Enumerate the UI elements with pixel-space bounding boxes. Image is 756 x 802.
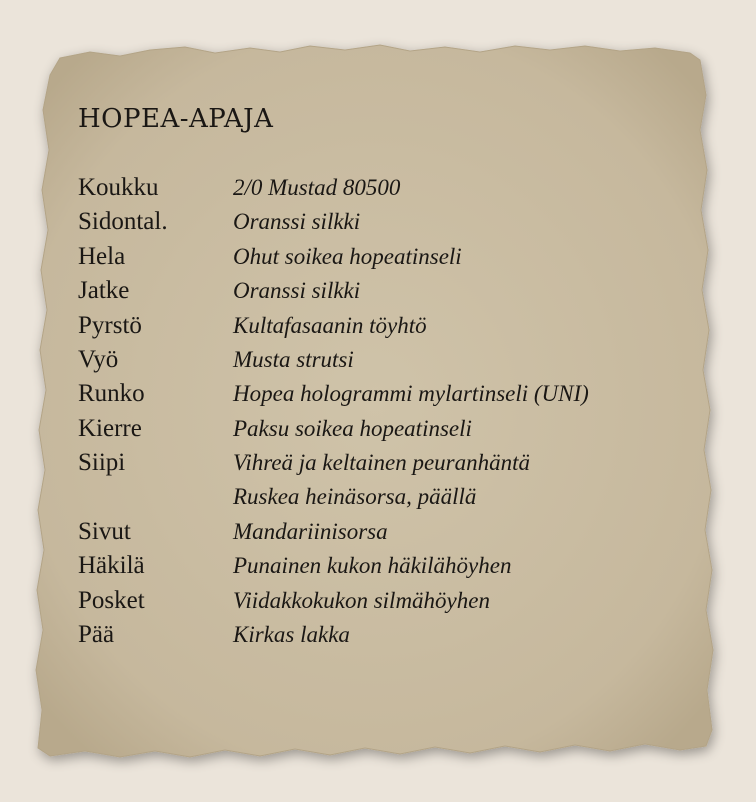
row-value: 2/0 Mustad 80500 bbox=[233, 175, 401, 200]
recipe-row bbox=[78, 552, 698, 586]
recipe-row bbox=[78, 518, 698, 552]
recipe-row bbox=[78, 380, 698, 414]
row-value: Oranssi silkki bbox=[233, 209, 361, 235]
row-label: Pyrstö bbox=[78, 311, 142, 339]
row-value: Viidakkokukon silmähöyhen bbox=[233, 587, 490, 613]
row-label: Vyö bbox=[78, 345, 119, 373]
row-label: Hela bbox=[78, 242, 126, 270]
recipe-row bbox=[78, 174, 698, 208]
recipe-row bbox=[78, 346, 698, 380]
recipe-row bbox=[78, 312, 698, 346]
row-value: Punainen kukon häkilähöyhen bbox=[233, 553, 512, 579]
row-label: Sidontal. bbox=[78, 208, 168, 236]
row-label: Pää bbox=[78, 621, 115, 649]
recipe-row bbox=[78, 587, 698, 621]
row-value: Ohut soikea hopeatinseli bbox=[233, 243, 462, 269]
row-label: Sivut bbox=[78, 517, 131, 545]
recipe-row bbox=[78, 484, 698, 518]
row-value: Vihreä ja keltainen peuranhäntä bbox=[233, 450, 531, 476]
row-value: Paksu soikea hopeatinseli bbox=[233, 415, 472, 441]
recipe-row bbox=[78, 621, 698, 655]
recipe-row bbox=[78, 243, 698, 277]
row-label: Kierre bbox=[78, 414, 142, 442]
recipe-title: HOPEA-APAJA bbox=[78, 104, 274, 134]
row-label: Koukku bbox=[78, 174, 159, 201]
row-label: Jatke bbox=[78, 277, 130, 305]
recipe-row bbox=[78, 415, 698, 449]
row-value: Hopea hologrammi mylartinseli (UNI) bbox=[233, 381, 589, 407]
row-value: Musta strutsi bbox=[233, 346, 354, 372]
row-value: Oranssi silkki bbox=[233, 278, 361, 304]
recipe-rows bbox=[78, 174, 698, 655]
row-label: Häkilä bbox=[78, 552, 145, 580]
recipe-row bbox=[78, 277, 698, 311]
row-value: Ruskea heinäsorsa, päällä bbox=[233, 483, 477, 509]
recipe-row bbox=[78, 449, 698, 483]
row-value: Mandariinisorsa bbox=[233, 518, 388, 544]
row-value: Kultafasaanin töyhtö bbox=[233, 312, 427, 338]
row-value: Kirkas lakka bbox=[233, 622, 350, 648]
fly-recipe-card bbox=[78, 104, 698, 655]
row-label: Posket bbox=[78, 586, 145, 614]
recipe-row bbox=[78, 208, 698, 242]
row-label: Siipi bbox=[78, 449, 126, 477]
row-label: Runko bbox=[78, 380, 145, 408]
